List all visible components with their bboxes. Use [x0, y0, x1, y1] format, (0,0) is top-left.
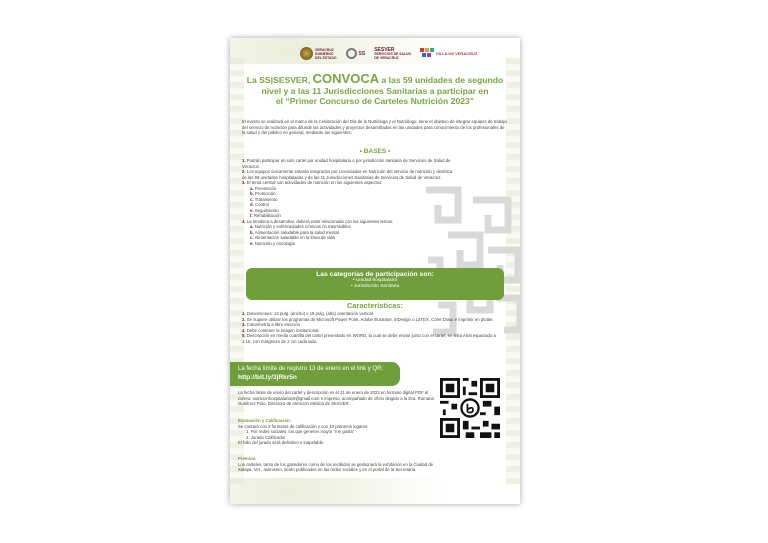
- aspect-item: c. Tratamiento: [250, 196, 278, 202]
- characteristic-item: 3. Colorimetría a libre elección: [242, 322, 301, 327]
- characteristics-heading: Características:: [346, 301, 404, 310]
- ss-mark-icon: [346, 48, 357, 59]
- evaluation-section: [238, 418, 434, 446]
- sesver-logo: [374, 48, 411, 60]
- logo-text: SESVER: [374, 46, 395, 53]
- ss-logo: [346, 48, 366, 59]
- logo-text: VILLA DE VERACRUZ: [435, 51, 478, 56]
- evaluation-text: Se contará con 2 formatos de calificación y con 10 primeros lugares:: [238, 423, 369, 429]
- veracruz-logo: [300, 47, 337, 60]
- evaluation-final: El fallo del jurado será definitivo e inapelable.: [238, 440, 325, 446]
- registration-deadline: La fecha límite de registro 13 de enero en el link y QR:: [238, 366, 384, 372]
- poster: [230, 38, 520, 504]
- prizes-text: Los carteles, tanto de los ganadores como de los recibidos se gestionará la exhibición en la Ciudad de Xalapa, Ver., asimismo, serán publicados en las redes sociales y en el portal de la Secretaría.: [238, 461, 434, 473]
- base-item: 4. La temática a desarrollar, deberá estar relacionada con los siguientes temas:: [242, 218, 394, 224]
- title-text: La SS|SESVER,: [246, 75, 313, 85]
- evaluation-heading: Evaluación y Calificación:: [238, 418, 292, 423]
- category-item: • Jurisdicción Sanitaria: [350, 283, 400, 289]
- theme-item: e. Nutrición y oncología: [250, 240, 295, 246]
- logo-text: SERVICIOS DE SALUD: [374, 51, 411, 56]
- bases-heading: • BASES •: [359, 148, 391, 155]
- title-text: a las 59 unidades de segundo: [379, 75, 504, 85]
- category-item: • Unidad hospitalaria: [352, 278, 398, 283]
- characteristic-item: 4. Debe contener la imagen institucional: [242, 327, 319, 333]
- base-item: 3. El tema central son actividades de nutrición en los siguientes aspectos:: [242, 180, 383, 185]
- title-text: el “Primer Concurso de Carteles Nutrición 2023”: [275, 96, 475, 106]
- characteristic-item: 2. Se sugiere utilizar los programas de Microsoft Power Point, Adobe Illustrator, InDesign o LaTEX, Corel Draw, e imprimir en plotter.: [242, 316, 494, 322]
- theme-item: c. Alimentación saludable en la línea de vida: [250, 235, 335, 240]
- logo-text: GOBIERNO: [315, 51, 334, 56]
- title-text: nivel y a las 11 Jurisdicciones Sanitarias a participar en: [261, 85, 489, 96]
- characteristic-item: 1. Dimensiones: 13 pulg. (ancho) x 19 pulg. (alto) orientación vertical: [242, 311, 373, 316]
- logo-text: DE VERACRUZ: [374, 55, 399, 60]
- aspect-item: b. Promoción: [250, 191, 276, 196]
- ss-logo-text: SS: [358, 50, 366, 57]
- aspect-item: e. Seguimiento: [250, 207, 279, 213]
- logo-text: DEL ESTADO: [315, 55, 337, 60]
- aspect-item: f. Rehabilitación: [250, 213, 281, 218]
- aspect-item: a. Prevención: [250, 185, 277, 191]
- base-item: 2. Los equipos únicamente estarán integrados por Licenciados en Nutrición del servicio de nutrición y dietética de las 59 unidades hospitalarias y de las 11 Jurisdicciones Sanitarias de Servicios de Salud de Veracruz.: [242, 169, 453, 180]
- prizes-heading: Premios:: [238, 456, 257, 461]
- base-item: 1. Podrán participar un solo cartel por unidad hospitalaria o por jurisdicción sanitaria de Servicios de Salud de Veracruz.: [242, 158, 451, 169]
- aspect-item: d. Control: [250, 202, 269, 207]
- theme-item: b. Alimentación saludable para la salud mental: [250, 229, 339, 235]
- evaluation-item: 1. Por redes sociales: los que generen mayor “me gusta”: [246, 429, 355, 435]
- title-highlight: CONVOCA: [312, 71, 380, 86]
- intro-paragraph: El evento se realizará en el marco de la Celebración del Día de la Nutrióloga y el Nutriólogo, tiene el objetivo de integrar equipos de trabajo del servicio de nutrición para difundir las actividades y proyectos desarrollados en las unidades para conocimiento de los profesionales de la salud y del público en general, mediante las siguientes:: [242, 119, 507, 136]
- prizes-section: [238, 456, 434, 473]
- evaluation-item: 2. Jurado Calificador: [246, 434, 286, 440]
- bases-list: [242, 158, 457, 246]
- characteristic-item: 5. Descripción en media cuartilla del cartel presentado en WORD, la cual se debe enviar junto con el cartel, en letra Arial espaciado a 1.15, con márgenes de 2 cm cada lado.: [242, 333, 496, 344]
- submission-paragraph: La fecha límite de envío del cartel y descripción es el 21 de enero de 2023 en formato digital PDF al correo: nutricionhospitalaria19@gmail.com e impreso, acompañado de oficio dirigido a la Dra. Romana Gutiérrez Polo, Directora de Atención Médica de SESVER.: [238, 390, 434, 407]
- categories-box: [246, 268, 504, 300]
- registration-band: [230, 362, 400, 386]
- categories-heading: Las categorías de participación son:: [316, 271, 434, 278]
- characteristics-list: [242, 311, 502, 344]
- qr-code-icon[interactable]: [440, 378, 500, 438]
- logo-text: VERACRUZ: [315, 47, 334, 52]
- registration-link[interactable]: http://bit.ly/3jRkr5n: [238, 373, 297, 381]
- decorative-bottom-border: [230, 478, 520, 504]
- header-logos: [300, 47, 477, 60]
- page-title: [230, 71, 520, 107]
- villa-veracruz-logo: [420, 48, 477, 59]
- theme-item: a. Nutrición y enfermedades crónicas no trasmisibles: [250, 224, 351, 229]
- veracruz-seal-icon: [300, 47, 313, 60]
- villa-logo-icon: [420, 48, 434, 59]
